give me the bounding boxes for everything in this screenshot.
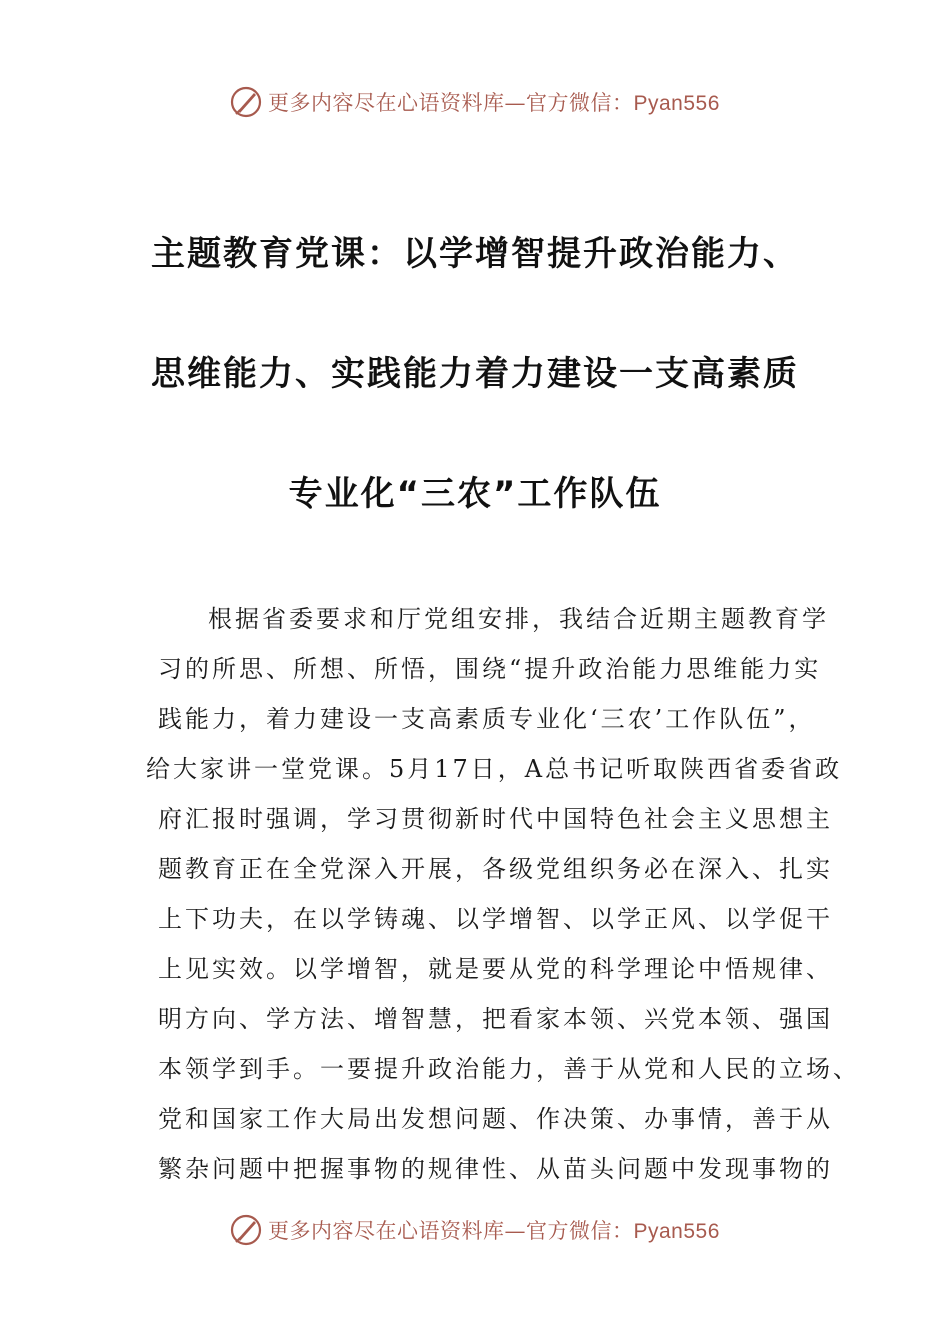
body-line-12: 繁杂问题中把握事物的规律性、从苗头问题中发现事物的 xyxy=(158,1155,833,1183)
body-line-2: 习的所思、所想、所悟，围绕“提升政治能力思维能力实 xyxy=(158,655,822,683)
quill-logo-icon xyxy=(228,84,264,120)
watermark-id-footer: Pyan556 xyxy=(633,1220,720,1243)
watermark-label: 官方微信： xyxy=(526,91,634,115)
body-line-5: 府汇报时强调，学习贯彻新时代中国特色社会主义思想主 xyxy=(158,805,833,833)
quill-logo-icon-footer xyxy=(228,1212,264,1248)
title-line-3: 专业化“三农”工作队伍 xyxy=(288,474,662,514)
watermark-main-footer: 更多内容尽在心语资料库 xyxy=(268,1219,505,1243)
body-paragraph xyxy=(146,594,860,1194)
body-line-10: 本领学到手。一要提升政治能力，善于从党和人民的立场、 xyxy=(158,1055,860,1083)
title-line-2: 思维能力、实践能力着力建设一支高素质 xyxy=(151,354,799,394)
body-line-8: 上见实效。以学增智，就是要从党的科学理论中悟规律、 xyxy=(158,955,833,983)
watermark-group-footer xyxy=(228,1210,720,1250)
body-line-3: 践能力，着力建设一支高素质专业化‘三农’工作队伍”， xyxy=(158,705,816,733)
watermark-text-footer xyxy=(268,1215,720,1245)
title-line-1: 主题教育党课：以学增智提升政治能力、 xyxy=(151,234,799,274)
body-line-6: 题教育正在全党深入开展，各级党组织务必在深入、扎实 xyxy=(158,855,833,883)
body-line-7: 上下功夫，在以学铸魂、以学增智、以学正风、以学促干 xyxy=(158,905,833,933)
body-line-1: 根据省委要求和厅党组安排，我结合近期主题教育学 xyxy=(208,605,829,633)
watermark-id: Pyan556 xyxy=(633,92,720,115)
body-line-11: 党和国家工作大局出发想问题、作决策、办事情，善于从 xyxy=(158,1105,833,1133)
watermark-main: 更多内容尽在心语资料库 xyxy=(268,91,505,115)
watermark-dash-footer: — xyxy=(504,1219,526,1243)
watermark-text xyxy=(268,87,720,117)
body-line-4: 给大家讲一堂党课。5月17日，A总书记听取陕西省委省政 xyxy=(146,755,843,783)
watermark-label-footer: 官方微信： xyxy=(526,1219,634,1243)
body-line-9: 明方向、学方法、增智慧，把看家本领、兴党本领、强国 xyxy=(158,1005,833,1033)
header-watermark xyxy=(0,82,950,122)
footer-watermark xyxy=(0,1210,950,1250)
watermark-dash: — xyxy=(504,91,526,115)
watermark-group xyxy=(228,82,720,122)
